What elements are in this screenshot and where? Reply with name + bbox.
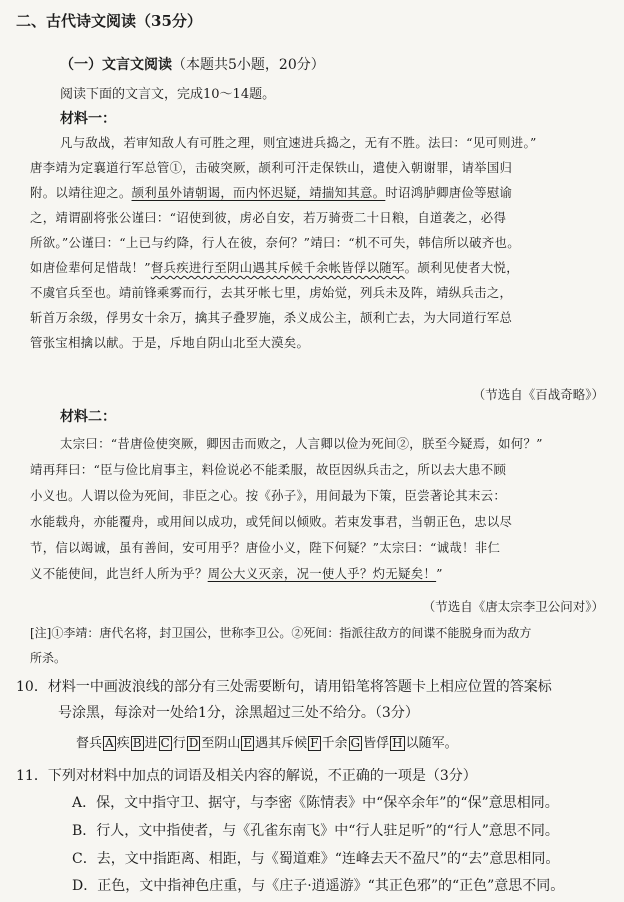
- question-10-answer-line: [76, 732, 458, 751]
- material2-line: 太宗曰：“昔唐俭使突厥，卿因击而败之，人言卿以俭为死间②，朕至今疑焉，如何？”: [60, 436, 543, 451]
- material1-text: 。颉利见使者大悦，: [404, 260, 519, 275]
- question-10-stem-cont: 号涂黑，每涂对一处给1分，涂黑超过三处不给分。（3分）: [58, 705, 419, 721]
- answer-segment: 皆俘: [363, 736, 390, 751]
- option-box-b[interactable]: B: [132, 736, 142, 750]
- footnote-line: 所杀。: [30, 651, 67, 665]
- sentence-underline: 周公大义灭亲，况一使人乎？灼无疑矣！: [207, 566, 437, 581]
- material1-text: 时诏鸿胪卿唐俭等慰谕: [385, 185, 513, 200]
- option-box-e[interactable]: E: [243, 736, 253, 750]
- material1-line: 凡与敌战，若审知敌人有可胜之理，则宜速进兵捣之，无有不胜。法曰：“见可则进。”: [60, 135, 537, 150]
- answer-segment: 行: [172, 736, 186, 751]
- subsection-title: [60, 54, 325, 74]
- material2-line: 靖再拜曰：“臣与俭比肩事主，料俭说必不能柔服，故臣因纵兵击之，所以去大患不顾: [30, 462, 507, 477]
- question-11-option-b[interactable]: B．行人，文中指使者，与《孔雀东南飞》中“行人驻足听”的“行人”意思不同。: [72, 823, 559, 839]
- material1-line: [30, 258, 519, 276]
- sentence-underline: 颉利虽外请朝谒，而内怀迟疑，靖揣知其意。: [131, 185, 386, 200]
- option-box-f[interactable]: F: [310, 736, 319, 750]
- material2-source: （节选自《唐太宗李卫公问对》）: [422, 599, 604, 614]
- answer-segment: 至阴山: [201, 736, 241, 751]
- option-box-c[interactable]: C: [160, 736, 170, 750]
- wavy-underline-passage: 督兵疾进行至阴山遇其斥候千余帐皆俘以随军: [150, 260, 405, 275]
- question-11-option-d[interactable]: D．正色，文中指神色庄重，与《庄子·逍遥游》“其正色邪”的“正色”意思不同。: [72, 878, 565, 894]
- section-title: 二、古代诗文阅读（35分）: [16, 12, 202, 30]
- question-11-option-c[interactable]: C．去，文中指距离、相距，与《蜀道难》“连峰去天不盈尺”的“去”意思相同。: [72, 851, 560, 867]
- question-11-stem: 11．下列对材料中加点的词语及相关内容的解说，不正确的一项是（3分）: [16, 768, 477, 784]
- question-10-stem: 10．材料一中画波浪线的部分有三处需要断句，请用铅笔将答题卡上相应位置的答案标: [16, 679, 552, 695]
- material1-line: 所欲。”公谨曰：“上已与约降，行人在彼，奈何？”靖曰：“机不可失，韩信所以破齐也。: [30, 235, 520, 250]
- option-box-h[interactable]: H: [392, 736, 403, 750]
- material1-line: 不虞官兵至也。靖前锋乘雾而行，去其牙帐七里，虏始觉，列兵未及阵，靖纵兵击之，: [30, 285, 513, 300]
- question-11-option-a[interactable]: A．保，文中指守卫、据守，与李密《陈情表》中“保卒余年”的“保”意思相同。: [72, 795, 559, 811]
- material1-line: 之，靖谓副将张公谨曰：“诏使到彼，虏必自安，若万骑赍二十日粮，自道袭之，必得: [30, 210, 507, 225]
- option-box-a[interactable]: A: [105, 736, 114, 750]
- material2-label: 材料二：: [60, 409, 116, 425]
- material1-label: 材料一：: [60, 111, 116, 127]
- material2-line: 小义也。人谓以俭为死间，非臣之心。按《孙子》，用间最为下策，臣尝著论其末云：: [30, 488, 507, 503]
- answer-segment: 进: [144, 736, 158, 751]
- answer-segment: 疾: [116, 736, 130, 751]
- material2-text: 义不能使间，此岂纤人所为乎？: [30, 566, 208, 581]
- material1-line: 斩首万余级，俘男女十余万，擒其子叠罗施，杀义成公主，颉利亡去，为大同道行军总: [30, 310, 513, 325]
- answer-segment: 以随军。: [405, 736, 458, 751]
- option-box-g[interactable]: G: [350, 736, 361, 750]
- material1-text: 附。以靖往迎之。: [30, 185, 132, 200]
- answer-segment: 千余: [321, 736, 348, 751]
- material2-text: ”: [436, 566, 443, 581]
- subsection-label: （一）文言文阅读: [60, 57, 172, 73]
- footnote-line: [注]①李靖：唐代名将，封卫国公，世称李卫公。②死间：指派往敌方的间谍不能脱身而为敌方: [30, 626, 532, 640]
- answer-segment: 遇其斥候: [255, 736, 308, 751]
- option-box-d[interactable]: D: [188, 736, 199, 750]
- subsection-note: （本题共5小题，20分）: [172, 57, 325, 73]
- material2-line: 水能载舟，亦能覆舟，或用间以成功，或凭间以倾败。若束发事君，当朝正色，忠以尽: [30, 514, 513, 529]
- material2-line: [30, 564, 443, 582]
- material1-text: 如唐俭辈何足惜哉！”: [30, 260, 151, 275]
- material2-line: 节，信以竭诚，虽有善间，安可用乎？唐俭小义，陛下何疑？”太宗曰：“诚哉！非仁: [30, 540, 501, 555]
- material1-line: 唐李靖为定襄道行军总管①，击破突厥，颉利可汗走保铁山，遣使入朝谢罪，请举国归: [30, 160, 513, 175]
- material1-line: 管张宝相擒以献。于是，斥地自阴山北至大漠矣。: [30, 335, 310, 350]
- material1-line: [30, 183, 512, 201]
- material1-source: （节选自《百战奇略》）: [472, 387, 604, 402]
- reading-instruction: 阅读下面的文言文，完成10～14题。: [60, 87, 276, 102]
- answer-segment: 督兵: [76, 736, 103, 751]
